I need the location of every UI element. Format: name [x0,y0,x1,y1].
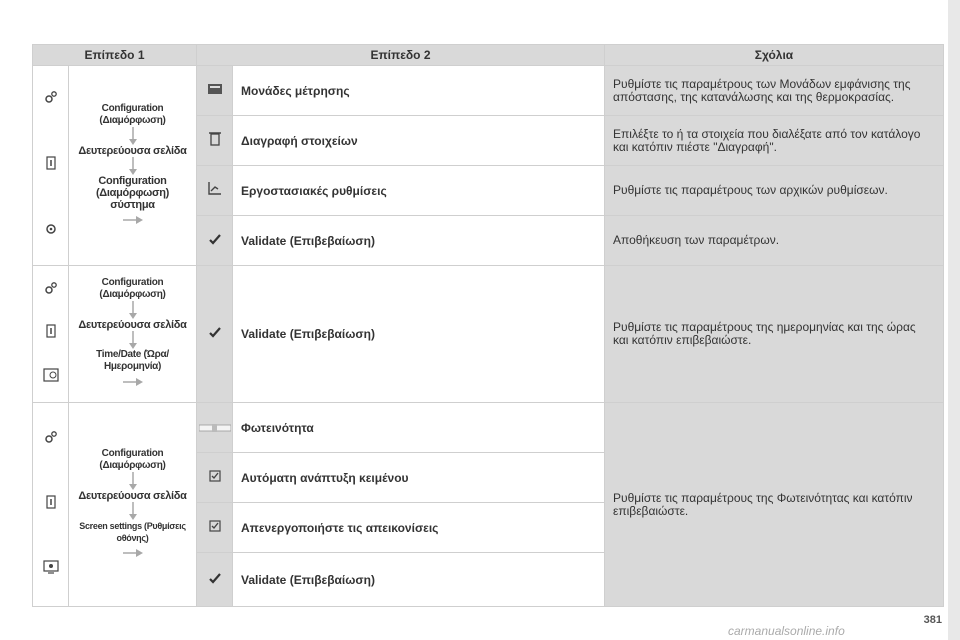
row-label: Διαγραφή στοιχείων [241,133,358,148]
row-label: Validate (Επιβεβαίωση) [241,327,375,341]
system-config-icon [44,222,58,241]
path-step: Configuration (Διαμόρφωση) [99,277,166,300]
brightness-slider-icon [197,403,233,453]
secondary-page-icon [46,156,56,175]
factory-settings-icon [197,166,233,216]
row-comment: Ρυθμίστε τις παραμέτρους της Φωτεινότητας και κατόπιν επιβεβαιώστε. [613,490,913,518]
group1-icons [33,66,69,266]
settings-table [32,44,944,607]
checkbox-icon [197,453,233,503]
row-label: Validate (Επιβεβαίωση) [241,233,375,248]
arrow-down-icon [129,331,137,349]
settings-gear-icon [44,90,58,109]
row-label: Απενεργοποιήστε τις απεικονίσεις [241,520,439,535]
group3-path [69,403,197,607]
units-icon [197,66,233,116]
path-step: Configuration (Διαμόρφωση) σύστημα [95,174,170,211]
path-step: Configuration (Διαμόρφωση) [99,447,166,471]
group2-path [69,266,197,403]
path-step: Δευτερεύουσα σελίδα [78,319,187,331]
row-label: Φωτεινότητα [241,420,314,435]
row-label: Μονάδες μέτρησης [241,83,350,98]
path-step: Configuration (Διαμόρφωση) [99,102,166,126]
table-row [33,266,944,403]
checkbox-icon [197,503,233,553]
check-icon [197,553,233,607]
header-level2: Επίπεδο 2 [197,45,605,66]
watermark: carmanualsonline.info [728,624,845,638]
table-row [33,403,944,453]
arrow-down-icon [129,301,137,319]
arrow-right-icon [123,373,143,391]
settings-gear-icon [44,281,58,300]
header-row [33,45,944,66]
page-number: 381 [923,614,942,626]
row-comment: Ρυθμίστε τις παραμέτρους της ημερομηνίας και της ώρας και κατόπιν επιβεβαιώστε. [613,320,916,347]
arrow-down-icon [129,502,137,520]
header-comments: Σχόλια [605,45,944,66]
row-comment: Αποθήκευση των παραμέτρων. [613,233,780,247]
row-comment: Ρυθμίστε τις παραμέτρους των αρχικών ρυθμίσεων. [613,183,888,197]
group3-icons [33,403,69,607]
right-edge-strip [948,0,960,640]
path-step: Δευτερεύουσα σελίδα [78,489,187,502]
arrow-right-icon [123,544,143,562]
row-label: Validate (Επιβεβαίωση) [241,572,375,587]
settings-gear-icon [44,430,58,449]
secondary-page-icon [46,324,56,343]
row-comment: Ρυθμίστε τις παραμέτρους των Μονάδων εμφάνισης της απόστασης, της κατανάλωσης και της θερμοκρασίας. [613,76,911,104]
check-icon [197,216,233,266]
group2-icons [33,266,69,403]
arrow-down-icon [129,472,137,490]
table-row [33,66,944,116]
group1-path [69,66,197,266]
time-date-icon [43,368,59,387]
secondary-page-icon [46,495,56,514]
arrow-down-icon [129,127,137,145]
arrow-down-icon [129,157,137,175]
row-label: Εργοστασιακές ρυθμίσεις [241,183,387,198]
path-step: Time/Date (Ώρα/Ημερομηνία) [96,349,169,372]
check-icon [197,266,233,403]
path-step: Screen settings (Ρυθμίσεις οθόνης) [79,520,186,543]
row-label: Αυτόματη ανάπτυξη κειμένου [241,470,409,485]
arrow-right-icon [123,211,143,229]
header-level1: Επίπεδο 1 [33,45,197,66]
row-comment: Επιλέξτε το ή τα στοιχεία που διαλέξατε από τον κατάλογο και κατόπιν πιέστε "Διαγραφή". [613,126,921,154]
screen-settings-icon [43,560,59,579]
path-step: Δευτερεύουσα σελίδα [78,144,187,157]
trash-icon [197,116,233,166]
